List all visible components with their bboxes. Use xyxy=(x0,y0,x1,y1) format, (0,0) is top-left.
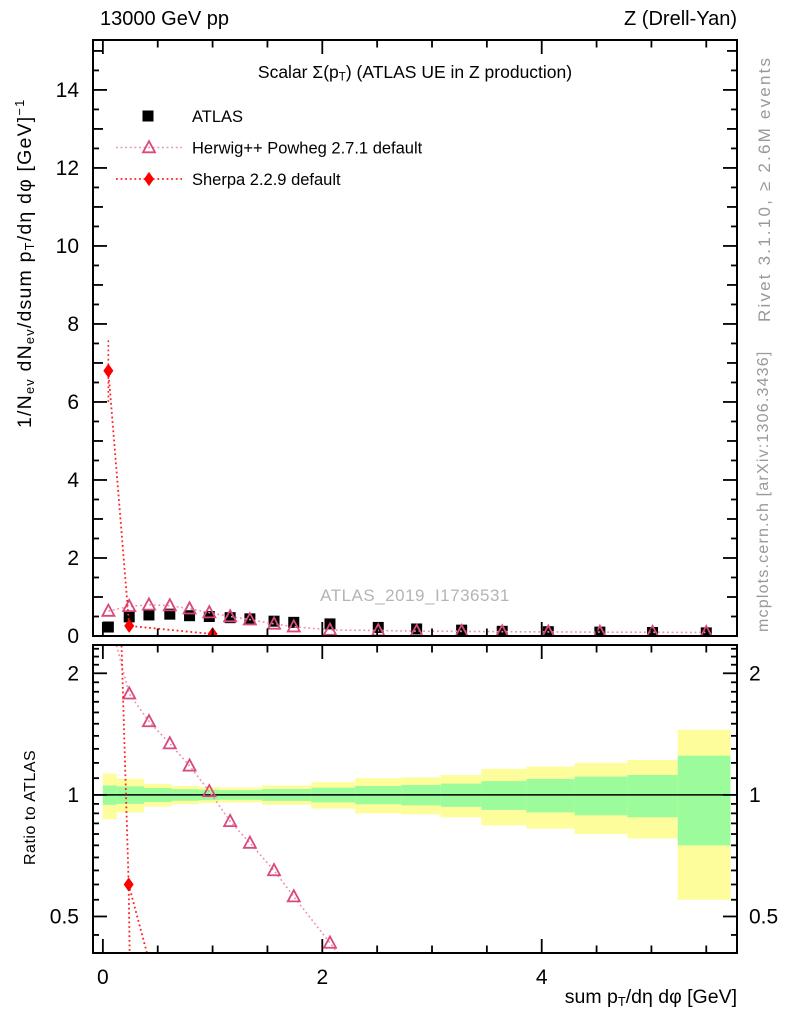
x-tick-label: 2 xyxy=(316,966,329,989)
x-tick-label: 0 xyxy=(97,966,109,989)
x-axis-label: sum pT/dη dφ [GeV] xyxy=(564,986,737,1009)
legend xyxy=(116,108,423,189)
main-y-tick-label: 4 xyxy=(67,468,79,492)
main-y-tick-label: 12 xyxy=(55,156,79,180)
green-band-segment xyxy=(678,756,731,846)
mc-prediction-line xyxy=(108,605,706,633)
ratio-axis-label: Ratio to ATLAS xyxy=(22,749,39,865)
plot-title: Scalar Σ(pT) (ATLAS UE in Z production) xyxy=(257,62,573,84)
main-y-tick-label: 0 xyxy=(67,625,79,648)
axis-tick-labels xyxy=(50,79,778,989)
green-band-segment xyxy=(627,775,677,817)
x-tick-label: 4 xyxy=(535,966,548,989)
side-note-rivet: Rivet 3.1.10, ≥ 2.6M events xyxy=(755,55,774,322)
main-panel-frame xyxy=(93,40,737,636)
sherpa-data-marker xyxy=(104,365,113,377)
green-band-segment xyxy=(575,777,628,816)
ratio-y-tick-label: 0.5 xyxy=(49,905,79,929)
main-y-tick-label: 10 xyxy=(55,234,79,258)
atlas-data-marker xyxy=(143,111,154,122)
atlas-data-marker xyxy=(184,610,195,621)
mc-prediction-line xyxy=(129,884,213,1024)
atlas-data-marker xyxy=(143,609,154,620)
side-note-mcplots: mcplots.cern.ch [arXiv:1306.3436] xyxy=(755,350,772,632)
legend-label: ATLAS xyxy=(192,108,244,126)
main-y-tick-label: 14 xyxy=(55,78,79,102)
ratio-y-tick-label: 0.5 xyxy=(749,905,779,929)
atlas-data-marker xyxy=(103,622,114,633)
ratio-y-tick-label: 1 xyxy=(749,783,761,807)
legend-label: Sherpa 2.2.9 default xyxy=(192,171,341,189)
main-y-tick-label: 2 xyxy=(67,546,79,570)
legend-label: Herwig++ Powheg 2.7.1 default xyxy=(192,139,423,158)
header-process: Z (Drell-Yan) xyxy=(624,8,737,30)
watermark: ATLAS_2019_I1736531 xyxy=(320,586,510,605)
ratio-y-tick-label: 2 xyxy=(67,662,79,686)
header-collision-energy: 13000 GeV pp xyxy=(100,8,229,30)
ratio-y-tick-label: 1 xyxy=(67,783,79,807)
ratio-uncertainty-bands xyxy=(93,730,737,900)
main-y-tick-label: 8 xyxy=(67,312,79,336)
sherpa-data-marker xyxy=(145,173,154,185)
main-y-tick-label: 6 xyxy=(67,390,79,414)
ratio-y-tick-label: 2 xyxy=(749,662,761,686)
herwig-data-marker xyxy=(123,687,135,698)
sherpa-data-marker xyxy=(124,878,133,890)
herwig-data-marker xyxy=(164,737,176,748)
y-axis-label: 1/Nev dNev/dsum pT/dη dφ [GeV]$^{-1}$ xyxy=(12,98,38,428)
